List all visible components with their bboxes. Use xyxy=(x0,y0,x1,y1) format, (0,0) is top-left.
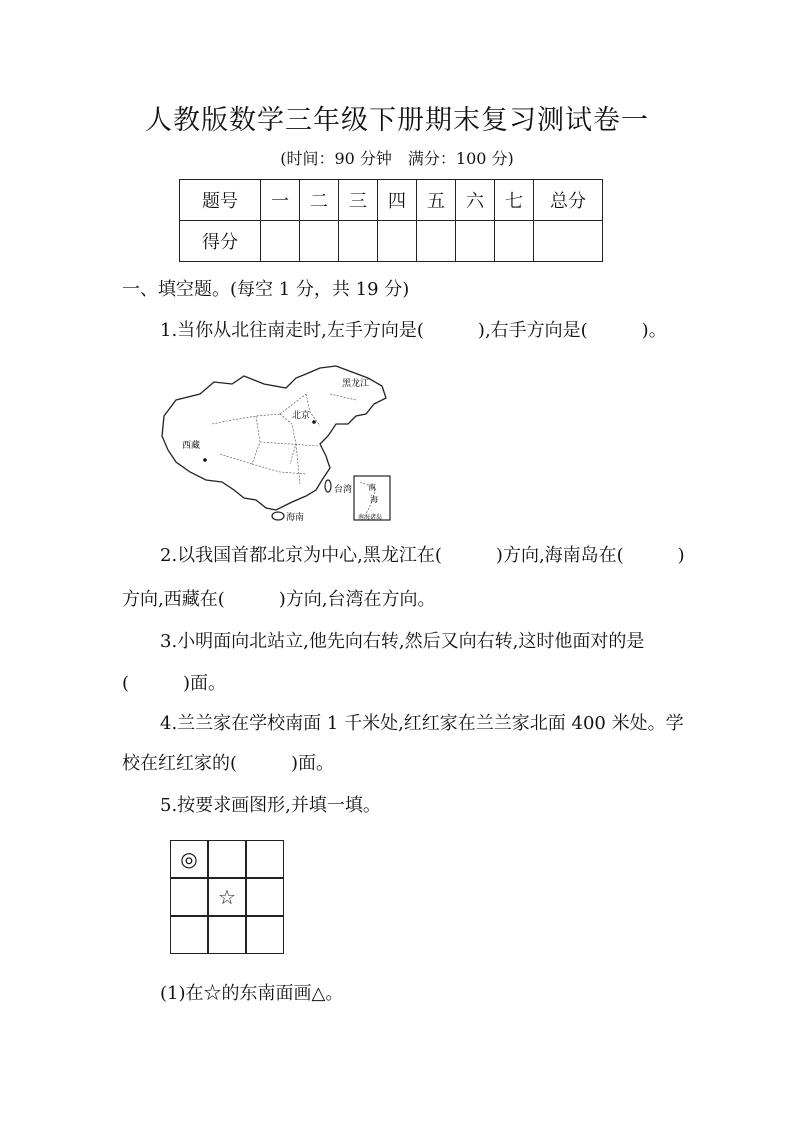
label-xizang: 西藏 xyxy=(182,441,201,451)
page-title: 人教版数学三年级下册期末复习测试卷一 xyxy=(145,105,649,136)
china-map xyxy=(160,364,392,524)
label-taiwan: 台湾 xyxy=(334,485,353,495)
label-south-sea-2: 海 xyxy=(370,495,378,504)
grid-cell[interactable] xyxy=(170,878,208,916)
beijing-dot xyxy=(312,420,316,424)
grid-cell[interactable] xyxy=(246,840,284,878)
label-hainan: 海南 xyxy=(286,513,305,523)
xizang-dot xyxy=(203,458,207,462)
score-table-score-row xyxy=(180,221,603,262)
label-south-sea: 南 xyxy=(368,483,376,492)
taiwan-island xyxy=(325,480,331,492)
score-cell[interactable] xyxy=(417,221,456,262)
question-4-line-2: 校在红红家的( )面。 xyxy=(122,753,335,774)
score-header-3: 三 xyxy=(339,180,378,221)
score-header-4: 四 xyxy=(378,180,417,221)
score-cell[interactable] xyxy=(261,221,300,262)
section-heading: 一、填空题。(每空 1 分，共 19 分) xyxy=(122,279,410,300)
china-map-drawing xyxy=(160,364,392,524)
grid-cell[interactable] xyxy=(170,916,208,954)
score-cell[interactable] xyxy=(378,221,417,262)
question-4-line-1: 4.兰兰家在学校南面 1 千米处,红红家在兰兰家北面 400 米处。学 xyxy=(160,713,684,734)
score-cell-total[interactable] xyxy=(534,221,603,262)
question-1: 1.当你从北往南走时,左手方向是( ),右手方向是( )。 xyxy=(160,320,667,341)
question-3-line-2: ( )面。 xyxy=(122,673,227,694)
label-inset-caption: 南海诸岛 xyxy=(358,514,383,521)
question-2-line-2: 方向,西藏在( )方向,台湾在方向。 xyxy=(122,589,436,610)
question-5: 5.按要求画图形,并填一填。 xyxy=(160,795,381,816)
grid-cell-circle: ◎ xyxy=(170,840,208,878)
question-2-line-1: 2.以我国首都北京为中心,黑龙江在( )方向,海南岛在( ) xyxy=(160,545,685,566)
hainan-island xyxy=(272,512,284,520)
label-beijing: 北京 xyxy=(292,411,311,421)
grid-cell[interactable] xyxy=(208,840,246,878)
grid-cell-star: ☆ xyxy=(208,878,246,916)
score-cell[interactable] xyxy=(339,221,378,262)
score-header-label: 题号 xyxy=(180,180,261,221)
grid-cell[interactable] xyxy=(208,916,246,954)
score-header-2: 二 xyxy=(300,180,339,221)
score-header-6: 六 xyxy=(456,180,495,221)
question-5-part-1: (1)在☆的东南面画△。 xyxy=(160,983,344,1004)
score-cell[interactable] xyxy=(456,221,495,262)
score-cell[interactable] xyxy=(495,221,534,262)
grid-cell[interactable] xyxy=(246,878,284,916)
score-header-5: 五 xyxy=(417,180,456,221)
score-table-header-row xyxy=(180,180,603,221)
score-header-total: 总分 xyxy=(534,180,603,221)
page-subtitle: (时间：90 分钟 满分：100 分) xyxy=(280,149,514,168)
score-row-label: 得分 xyxy=(180,221,261,262)
score-table xyxy=(179,179,603,262)
score-header-7: 七 xyxy=(495,180,534,221)
score-header-1: 一 xyxy=(261,180,300,221)
question-3-line-1: 3.小明面向北站立,他先向右转,然后又向右转,这时他面对的是 xyxy=(160,631,645,652)
score-cell[interactable] xyxy=(300,221,339,262)
label-heilongjiang: 黑龙江 xyxy=(342,379,370,389)
grid-cell[interactable] xyxy=(246,916,284,954)
